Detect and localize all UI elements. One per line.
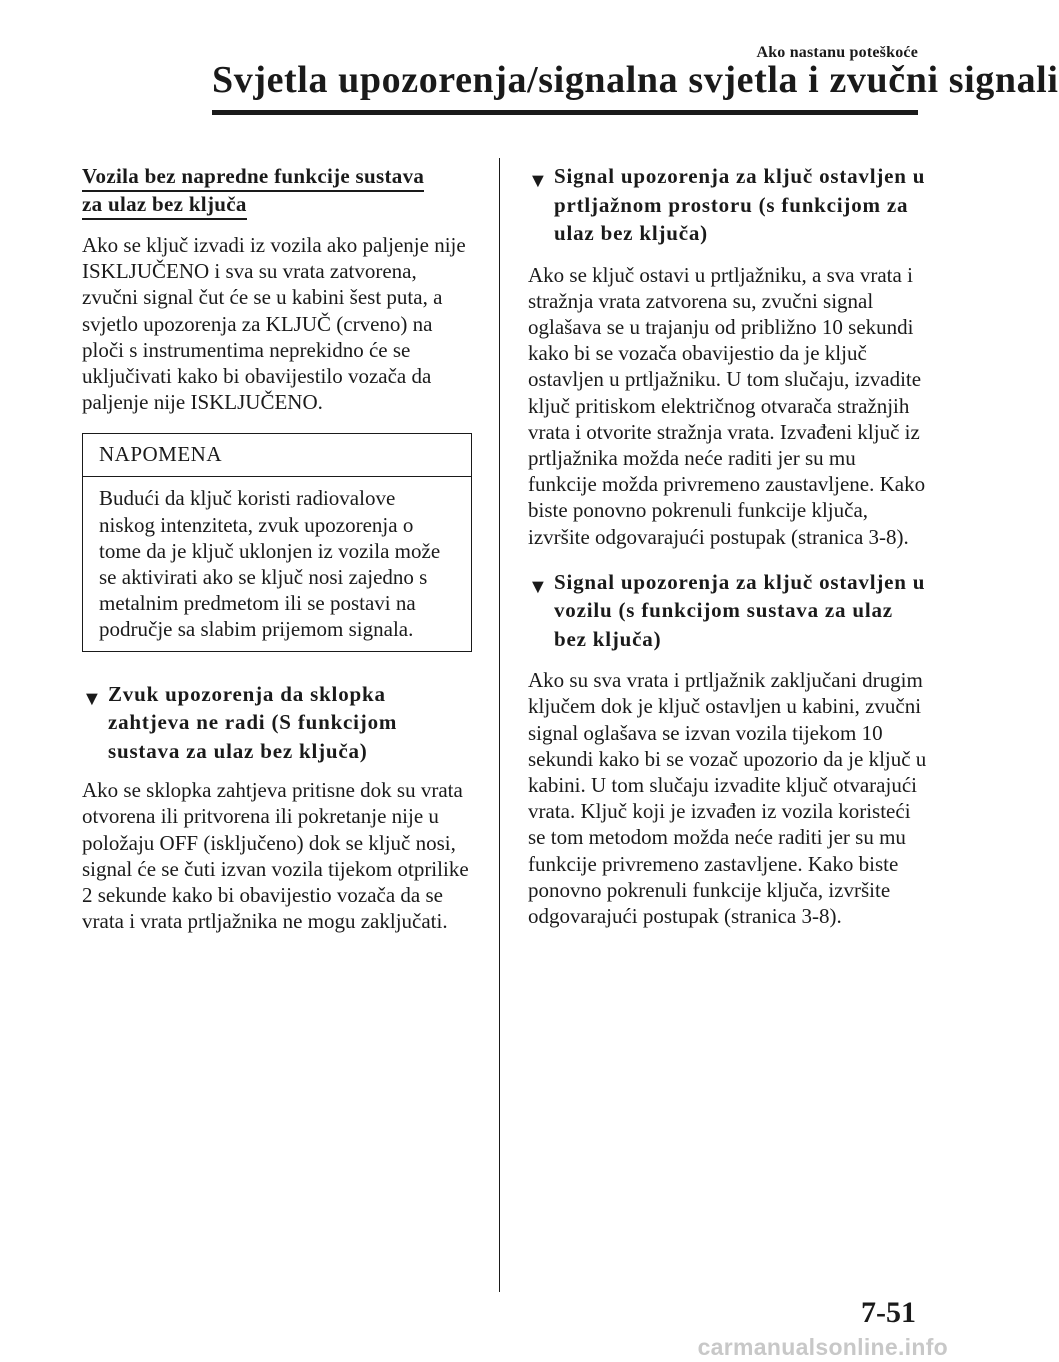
page-title: Svjetla upozorenja/signalna svjetla i zvučni signali	[212, 59, 1059, 101]
note-body: Budući da ključ koristi radiovalove niskog intenziteta, zvuk upozorenja o tome da je ključ uklonjen iz vozila može se aktivirati ako se ključ nosi zajedno s metalnim predmetom ili se postavi na područje sa slabim prijemom signala.	[99, 486, 441, 642]
triangle-marker-icon: ▼	[528, 575, 549, 598]
note-title: NAPOMENA	[83, 434, 471, 477]
paragraph-key-removed: Ako se ključ izvadi iz vozila ako paljenje nije ISKLJUČENO i sva su vrata zatvorena, zvučni signal čut će se u kabini šest puta, a svjetlo upozorenja za KLJUČ (crveno) na ploči s instrumentima neprekidno će se uključivati kako bi obavijestilo vozača da paljenje nije ISKLJUČENO.	[82, 233, 466, 415]
heading-key-in-trunk	[528, 162, 928, 248]
subheading-keyless-vehicles	[82, 162, 472, 218]
note-box	[82, 433, 472, 651]
subheading-line-1: Vozila bez napredne funkcije sustava	[82, 164, 424, 192]
heading-text: Signal upozorenja za ključ ostavljen u vozilu (s funkcijom sustava za ulaz bez ključa)	[554, 569, 926, 651]
heading-text: Zvuk upozorenja da sklopka zahtjeva ne radi (S funkcijom sustava za ulaz bez ključa)	[108, 681, 398, 763]
triangle-marker-icon: ▼	[82, 687, 103, 710]
column-divider	[499, 158, 500, 1292]
header-rule	[212, 110, 918, 115]
heading-text: Signal upozorenja za ključ ostavljen u prtljažnom prostoru (s funkcijom za ulaz bez ključa)	[554, 164, 926, 245]
heading-request-switch-warning	[82, 680, 472, 766]
paragraph-request-switch: Ako se sklopka zahtjeva pritisne dok su vrata otvorena ili pritvorena ili pokretanje nije u položaju OFF (isključeno) dok se ključ nosi, signal će se čuti izvan vozila tijekom otprilike 2 sekunde kako bi obavijestio vozača da se vrata i vrata prtljažnika ne mogu zaključati.	[82, 778, 469, 934]
section-label: Ako nastanu poteškoće	[756, 44, 918, 61]
paragraph-key-in-trunk: Ako se ključ ostavi u prtljažniku, a sva vrata i stražnja vrata zatvorena su, zvučni signal oglašava se u trajanju od približno 10 sekundi kako bi se vozača obavijestio da je ključ ostavljen u prtljažniku. U tom slučaju, izvadite ključ pritiskom električnog otvarača stražnjih vrata i otvorite stražnja vrata. Izvađeni ključ iz prtljažnika možda neće raditi jer su mu funkcije možda privremeno zaustavljene. Kako biste ponovno pokrenuli funkcije ključa, izvršite odgovarajući postupak (stranica 3-8).	[528, 262, 926, 549]
triangle-marker-icon: ▼	[528, 170, 549, 192]
paragraph-key-in-vehicle: Ako su sva vrata i prtljažnik zaključani drugim ključem dok je ključ ostavljen u kabini, zvučni signal oglašava se izvan vozila tijekom 10 sekundi kako bi se vozač upozorio da je ključ u kabini. U tom slučaju izvadite ključ otvarajući vrata. Ključ koji je izvađen iz vozila koristeći se tom metodom možda neće raditi jer su mu funkcije privremeno zastavljene. Kako biste ponovno pokrenuli funkcije ključa, izvršite odgovarajući postupak (stranica 3-8).	[528, 668, 927, 929]
page-number: 7-51	[861, 1296, 916, 1329]
watermark: carmanualsonline.info	[697, 1334, 948, 1360]
right-column	[528, 162, 928, 929]
left-column	[82, 162, 472, 934]
subheading-line-2: za ulaz bez ključa	[82, 192, 247, 220]
heading-key-in-vehicle	[528, 568, 928, 654]
